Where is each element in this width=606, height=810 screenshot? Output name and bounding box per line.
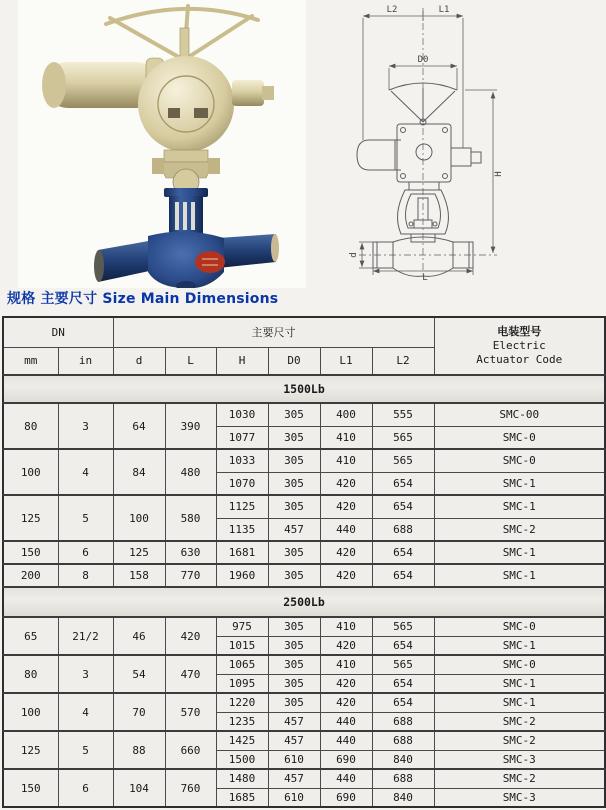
actuator-code-cell: SMC-3 [434,750,605,769]
dim-d-cell: 54 [113,655,165,693]
dn-in-cell: 4 [58,449,113,495]
dim-D0-cell: 305 [268,449,320,472]
dim-L1-cell: 410 [320,617,372,636]
dim-D0-cell: 305 [268,472,320,495]
dim-H-cell: 1015 [216,636,268,655]
actuator-code-cell: SMC-0 [434,449,605,472]
table-row [3,655,605,674]
dim-D0-cell: 305 [268,495,320,518]
dimensions-table [2,316,606,808]
dim-d-cell: 70 [113,693,165,731]
dim-d-cell: 100 [113,495,165,541]
actuator-code-cell: SMC-0 [434,426,605,449]
dim-d-cell: 64 [113,403,165,449]
dim-label-d: d [349,252,359,258]
dim-L2-cell: 654 [372,636,434,655]
dim-D0-cell: 305 [268,403,320,426]
actuator-code-cell: SMC-2 [434,731,605,750]
header-actuator-cn: 电装型号 [497,325,542,339]
dim-L2-cell: 565 [372,617,434,636]
dn-mm-cell: 125 [3,731,58,769]
dn-mm-cell: 80 [3,655,58,693]
actuator-code-cell: SMC-0 [434,655,605,674]
actuator-code-cell: SMC-1 [434,693,605,712]
dim-H-cell: 1500 [216,750,268,769]
dim-L2-cell: 654 [372,693,434,712]
drawing-dimension-labels [349,5,504,280]
dn-mm-cell: 125 [3,495,58,541]
table-row [3,495,605,518]
drawing-motor [357,140,401,170]
dn-mm-cell: 65 [3,617,58,655]
dim-d-cell: 46 [113,617,165,655]
dim-D0-cell: 457 [268,731,320,750]
table-row [3,541,605,564]
table-row [3,769,605,788]
dim-L1-cell: 690 [320,788,372,807]
page-title: 规格 主要尺寸 Size Main Dimensions [7,291,279,307]
dn-in-cell: 6 [58,541,113,564]
dim-L2-cell: 688 [372,731,434,750]
actuator-code-cell: SMC-2 [434,712,605,731]
dn-mm-cell: 100 [3,449,58,495]
dim-L1-cell: 420 [320,472,372,495]
actuator-code-cell: SMC-2 [434,518,605,541]
table-row [3,693,605,712]
header-col-d: d [113,347,165,375]
valve-dimension-drawing [345,2,597,280]
dim-H-cell: 975 [216,617,268,636]
dim-L-cell: 660 [165,731,216,769]
dim-D0-cell: 457 [268,712,320,731]
table-row [3,564,605,587]
section-label: 1500Lb [3,375,605,403]
dim-H-cell: 1065 [216,655,268,674]
dim-H-cell: 1685 [216,788,268,807]
actuator-code-cell: SMC-00 [434,403,605,426]
table-row [3,731,605,750]
dim-D0-cell: 305 [268,564,320,587]
header-col-mm: mm [3,347,58,375]
header-col-L2: L2 [372,347,434,375]
dim-L1-cell: 420 [320,541,372,564]
dim-L2-cell: 840 [372,788,434,807]
dim-L2-cell: 654 [372,674,434,693]
dn-mm-cell: 150 [3,541,58,564]
dn-in-cell: 21/2 [58,617,113,655]
dim-H-cell: 1077 [216,426,268,449]
dim-D0-cell: 305 [268,426,320,449]
dim-H-cell: 1220 [216,693,268,712]
dim-D0-cell: 610 [268,788,320,807]
dim-D0-cell: 610 [268,750,320,769]
dim-L2-cell: 565 [372,449,434,472]
dim-L2-cell: 688 [372,518,434,541]
dim-L2-cell: 688 [372,769,434,788]
dim-L2-cell: 565 [372,655,434,674]
dim-L1-cell: 420 [320,636,372,655]
dn-in-cell: 8 [58,564,113,587]
dim-d-cell: 104 [113,769,165,807]
dn-in-cell: 5 [58,495,113,541]
section-band-row [3,587,605,617]
dim-L1-cell: 420 [320,495,372,518]
dim-label-L1: L1 [438,5,450,15]
actuator-code-cell: SMC-2 [434,769,605,788]
dim-L1-cell: 690 [320,750,372,769]
dim-D0-cell: 305 [268,636,320,655]
valve-photo-svg [18,0,306,288]
header-dn: DN [3,317,113,347]
dim-L2-cell: 840 [372,750,434,769]
dim-L1-cell: 420 [320,674,372,693]
actuator-code-cell: SMC-1 [434,636,605,655]
actuator-code-cell: SMC-1 [434,472,605,495]
dim-d-cell: 125 [113,541,165,564]
dim-L1-cell: 440 [320,712,372,731]
dim-d-cell: 88 [113,731,165,769]
dim-L1-cell: 410 [320,449,372,472]
dim-label-H: H [494,171,504,177]
header-actuator-code [434,317,605,375]
dim-L2-cell: 565 [372,426,434,449]
dim-D0-cell: 457 [268,518,320,541]
header-col-H: H [216,347,268,375]
section-band-row [3,375,605,403]
dim-H-cell: 1480 [216,769,268,788]
dim-H-cell: 1135 [216,518,268,541]
dim-L2-cell: 555 [372,403,434,426]
dim-H-cell: 1125 [216,495,268,518]
drawing-actuator [357,124,481,182]
actuator-code-cell: SMC-1 [434,564,605,587]
header-col-L1: L1 [320,347,372,375]
dim-H-cell: 1425 [216,731,268,750]
header-main-dimensions: 主要尺寸 [113,317,434,347]
valve-photo [18,0,306,288]
dn-in-cell: 3 [58,655,113,693]
dim-L-cell: 390 [165,403,216,449]
dim-L1-cell: 440 [320,769,372,788]
dim-L1-cell: 440 [320,518,372,541]
dim-L-cell: 480 [165,449,216,495]
dim-H-cell: 1030 [216,403,268,426]
dim-L2-cell: 688 [372,712,434,731]
table-row [3,449,605,472]
dim-D0-cell: 305 [268,693,320,712]
dim-L-cell: 770 [165,564,216,587]
dim-L1-cell: 410 [320,426,372,449]
actuator-code-cell: SMC-1 [434,495,605,518]
header-actuator-en1: Electric [492,339,546,353]
header-actuator-en2: Actuator Code [476,352,563,366]
dn-in-cell: 6 [58,769,113,807]
dim-D0-cell: 457 [268,769,320,788]
dim-L2-cell: 654 [372,541,434,564]
dim-H-cell: 1681 [216,541,268,564]
dim-D0-cell: 305 [268,674,320,693]
photo-yoke [164,188,208,238]
dim-L2-cell: 654 [372,472,434,495]
dimensions-table-body [3,375,605,807]
dn-mm-cell: 150 [3,769,58,807]
table-row [3,403,605,426]
actuator-code-cell: SMC-0 [434,617,605,636]
dim-d-cell: 158 [113,564,165,587]
dim-L1-cell: 420 [320,693,372,712]
dn-in-cell: 3 [58,403,113,449]
section-label: 2500Lb [3,587,605,617]
dn-mm-cell: 100 [3,693,58,731]
drawing-dimension-lines [359,11,497,275]
dim-D0-cell: 305 [268,541,320,564]
dim-L-cell: 580 [165,495,216,541]
actuator-code-cell: SMC-3 [434,788,605,807]
dim-label-L: L [422,273,428,280]
table-row [3,617,605,636]
dim-D0-cell: 305 [268,617,320,636]
drawing-handwheel [389,83,457,125]
dim-H-cell: 1960 [216,564,268,587]
dim-H-cell: 1095 [216,674,268,693]
dim-L2-cell: 654 [372,564,434,587]
header-col-in: in [58,347,113,375]
dim-L-cell: 570 [165,693,216,731]
dn-in-cell: 4 [58,693,113,731]
dn-mm-cell: 200 [3,564,58,587]
dim-L-cell: 760 [165,769,216,807]
dim-L-cell: 470 [165,655,216,693]
actuator-code-cell: SMC-1 [434,674,605,693]
valve-drawing-svg [345,2,597,280]
dim-L1-cell: 410 [320,655,372,674]
photo-nameplate [195,251,225,273]
dim-label-L2: L2 [386,5,398,15]
dim-L-cell: 420 [165,617,216,655]
dim-H-cell: 1070 [216,472,268,495]
dim-label-D0: D0 [417,55,429,65]
dim-L-cell: 630 [165,541,216,564]
dim-d-cell: 84 [113,449,165,495]
dn-in-cell: 5 [58,731,113,769]
actuator-code-cell: SMC-1 [434,541,605,564]
dim-L1-cell: 440 [320,731,372,750]
header-col-D0: D0 [268,347,320,375]
dim-H-cell: 1033 [216,449,268,472]
dn-mm-cell: 80 [3,403,58,449]
dim-H-cell: 1235 [216,712,268,731]
header-col-L: L [165,347,216,375]
dim-L1-cell: 400 [320,403,372,426]
dim-L2-cell: 654 [372,495,434,518]
dim-L1-cell: 420 [320,564,372,587]
dim-D0-cell: 305 [268,655,320,674]
